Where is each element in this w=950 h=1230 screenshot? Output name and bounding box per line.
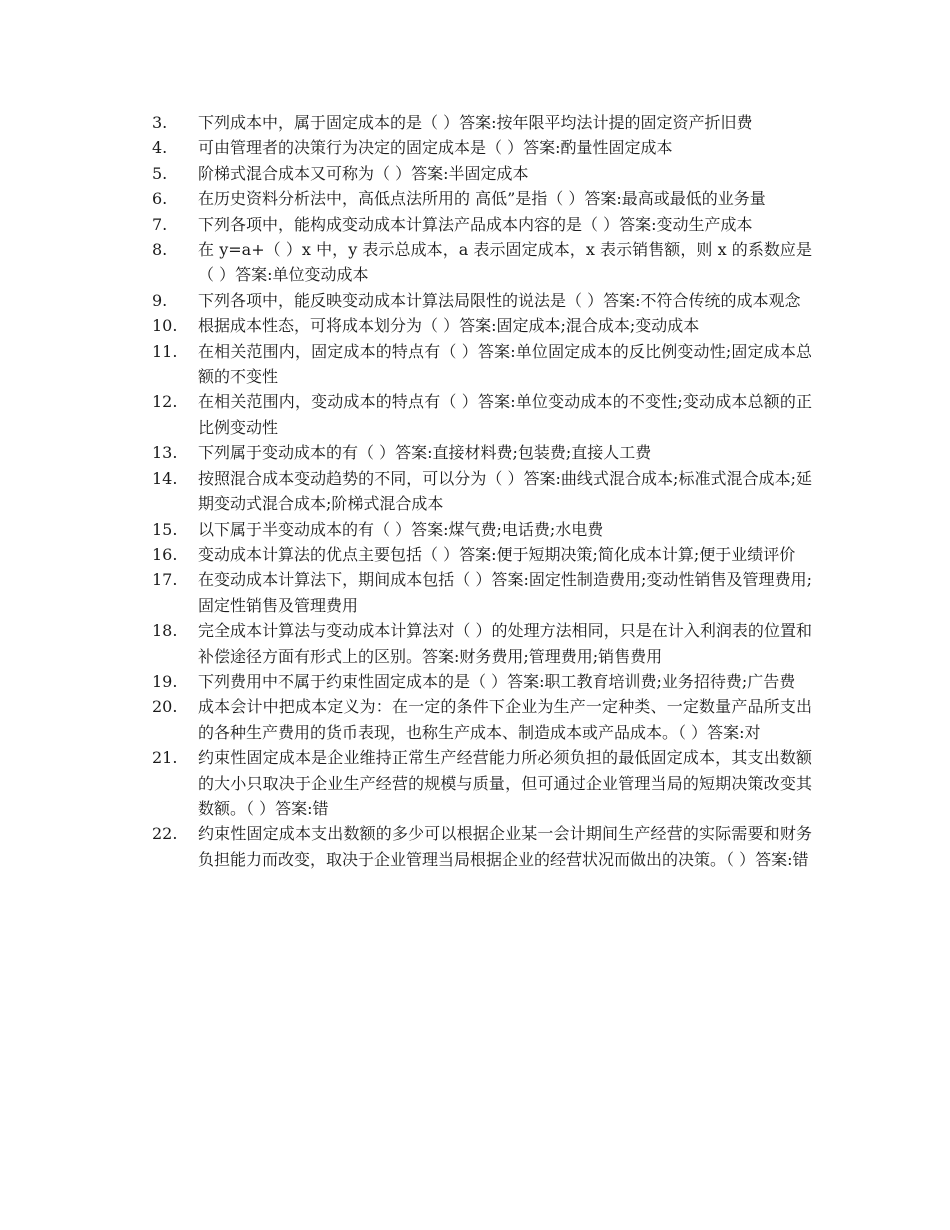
question-number: 18. bbox=[152, 621, 178, 641]
question-number: 15. bbox=[152, 519, 178, 539]
question-number: 8. bbox=[152, 240, 168, 260]
question-text: 下列成本中，属于固定成本的是（ ）答案:按年限平均法计提的固定资产折旧费 bbox=[198, 113, 753, 132]
question-item bbox=[152, 186, 812, 211]
question-number: 6. bbox=[152, 189, 168, 209]
question-number: 10. bbox=[152, 316, 178, 336]
question-number: 17. bbox=[152, 570, 178, 590]
question-text: 下列各项中，能反映变动成本计算法局限性的说法是（ ）答案:不符合传统的成本观念 bbox=[198, 290, 801, 310]
question-number: 20. bbox=[152, 697, 178, 717]
question-item bbox=[152, 517, 812, 542]
question-item bbox=[152, 694, 812, 745]
question-text: 成本会计中把成本定义为：在一定的条件下企业为生产一定种类、一定数量产品所支出的各种生产费用的货币表现，也称生产成本、制造成本或产品成本。（ ）答案:对 bbox=[198, 697, 812, 742]
question-number: 13. bbox=[152, 443, 178, 463]
question-number: 3. bbox=[152, 113, 168, 132]
question-text: 下列费用中不属于约束性固定成本的是（ ）答案:职工教育培训费;业务招待费;广告费 bbox=[198, 671, 796, 691]
question-text: 约束性固定成本支出数额的多少可以根据企业某一会计期间生产经营的实际需要和财务负担能力而改变，取决于企业管理当局根据企业的经营状况而做出的决策。（ ）答案:错 bbox=[198, 824, 812, 869]
question-number: 7. bbox=[152, 214, 168, 234]
question-item bbox=[152, 212, 812, 237]
question-text: 在相关范围内，固定成本的特点有（ ）答案:单位固定成本的反比例变动性;固定成本总额的不变性 bbox=[198, 341, 812, 387]
question-item bbox=[152, 339, 812, 390]
question-number: 4. bbox=[152, 138, 168, 158]
question-text: 下列属于变动成本的有（ ）答案:直接材料费;包装费;直接人工费 bbox=[198, 443, 652, 463]
question-list bbox=[152, 110, 812, 872]
question-item bbox=[152, 135, 812, 160]
question-item bbox=[152, 745, 812, 821]
question-item bbox=[152, 110, 812, 135]
question-text: 在相关范围内，变动成本的特点有（ ）答案:单位变动成本的不变性;变动成本总额的正比例变动性 bbox=[198, 392, 812, 437]
question-text: 完全成本计算法与变动成本计算法对（ ）的处理方法相同，只是在计入利润表的位置和补偿途径方面有形式上的区别。答案:财务费用;管理费用;销售费用 bbox=[198, 621, 812, 666]
question-text: 约束性固定成本是企业维持正常生产经营能力所必须负担的最低固定成本，其支出数额的大小只取决于企业生产经营的规模与质量，但可通过企业管理当局的短期决策改变其数额。（ ）答案:错 bbox=[198, 748, 812, 818]
question-item bbox=[152, 821, 812, 872]
question-text: 可由管理者的决策行为决定的固定成本是（ ）答案:酌量性固定成本 bbox=[198, 138, 673, 158]
question-text: 在历史资料分析法中，高低点法所用的 高低”是指（ ）答案:最高或最低的业务量 bbox=[198, 189, 766, 209]
question-number: 21. bbox=[152, 748, 178, 768]
question-number: 11. bbox=[152, 341, 178, 361]
question-text: 在变动成本计算法下，期间成本包括（ ）答案:固定性制造费用;变动性销售及管理费用;固定性销售及管理费用 bbox=[198, 570, 812, 615]
question-text: 以下属于半变动成本的有（ ）答案:煤气费;电话费;水电费 bbox=[198, 519, 604, 539]
question-item bbox=[152, 567, 812, 618]
question-text: 变动成本计算法的优点主要包括（ ）答案:便于短期决策;简化成本计算;便于业绩评价 bbox=[198, 544, 796, 564]
question-number: 9. bbox=[152, 290, 168, 310]
question-item bbox=[152, 440, 812, 465]
question-item bbox=[152, 466, 812, 517]
question-item bbox=[152, 389, 812, 440]
question-item bbox=[152, 288, 812, 313]
question-item bbox=[152, 161, 812, 186]
question-number: 12. bbox=[152, 392, 178, 412]
question-item bbox=[152, 669, 812, 694]
question-number: 16. bbox=[152, 544, 178, 564]
question-text: 在 y=a+（ ）x 中，y 表示总成本，a 表示固定成本，x 表示销售额，则 x 的系数应是（ ）答案:单位变动成本 bbox=[198, 240, 812, 285]
question-item bbox=[152, 313, 812, 338]
question-text: 根据成本性态，可将成本划分为（ ）答案:固定成本;混合成本;变动成本 bbox=[198, 316, 700, 336]
question-text: 阶梯式混合成本又可称为（ ）答案:半固定成本 bbox=[198, 163, 529, 183]
question-number: 5. bbox=[152, 163, 168, 183]
question-item bbox=[152, 618, 812, 669]
question-number: 19. bbox=[152, 671, 178, 691]
question-text: 按照混合成本变动趋势的不同，可以分为（ ）答案:曲线式混合成本;标准式混合成本;延期变动式混合成本;阶梯式混合成本 bbox=[198, 468, 812, 514]
question-item bbox=[152, 237, 812, 288]
question-number: 14. bbox=[152, 468, 178, 488]
question-number: 22. bbox=[152, 824, 178, 844]
question-text: 下列各项中，能构成变动成本计算法产品成本内容的是（ ）答案:变动生产成本 bbox=[198, 214, 753, 234]
question-item bbox=[152, 542, 812, 567]
